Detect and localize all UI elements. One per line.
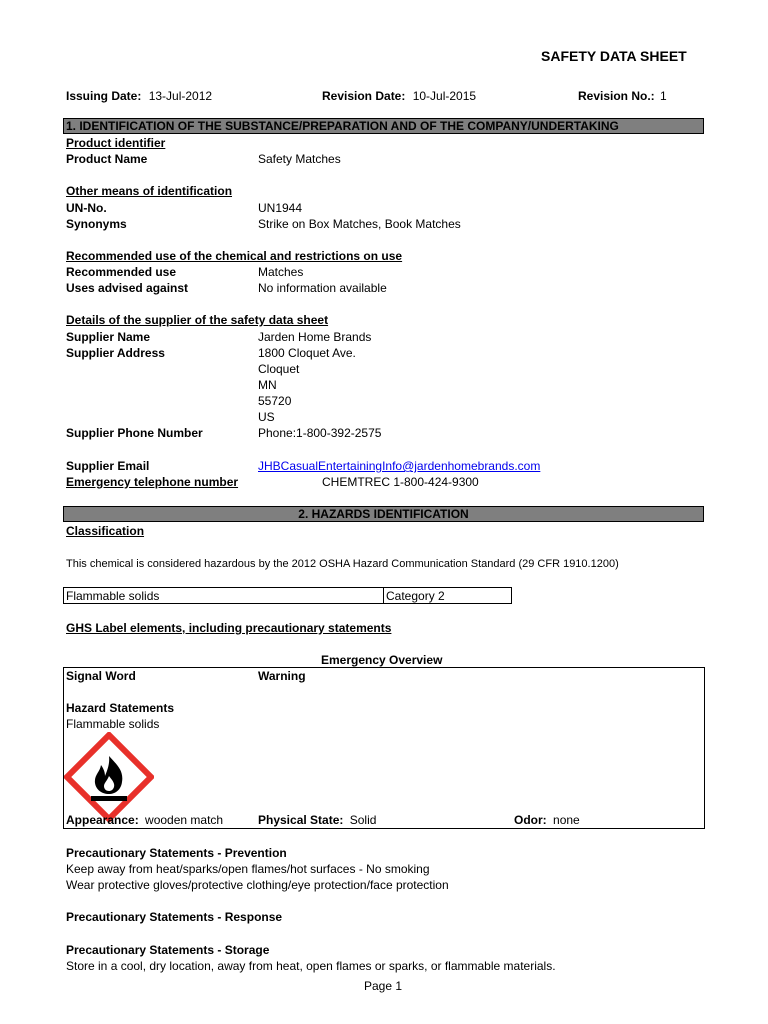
supplier-address-line-4: 55720 xyxy=(258,394,292,408)
revision-date xyxy=(322,88,476,104)
revision-date-label: Revision Date: xyxy=(322,89,406,103)
uses-advised-against-label: Uses advised against xyxy=(66,281,189,295)
section-2-title: 2. HAZARDS IDENTIFICATION xyxy=(298,507,469,521)
recommended-use-value: Matches xyxy=(258,265,304,279)
appearance xyxy=(66,812,223,828)
prevention-heading: Precautionary Statements - Prevention xyxy=(66,846,287,860)
classification-heading: Classification xyxy=(66,524,145,538)
emergency-overview-title: Emergency Overview xyxy=(321,653,443,667)
section-2-header xyxy=(63,506,704,522)
synonyms-label: Synonyms xyxy=(66,217,127,231)
supplier-name-label: Supplier Name xyxy=(66,330,151,344)
supplier-email-label: Supplier Email xyxy=(66,459,150,473)
hazard-category-cell: Category 2 xyxy=(386,589,445,603)
storage-heading: Precautionary Statements - Storage xyxy=(66,943,270,957)
odor-value: none xyxy=(553,813,580,827)
flame-pictogram-icon xyxy=(64,732,154,822)
table-divider xyxy=(383,588,384,603)
hazard-class-cell: Flammable solids xyxy=(66,589,160,603)
classification-table xyxy=(63,587,512,604)
supplier-address-line-5: US xyxy=(258,410,275,424)
revision-number xyxy=(578,88,667,104)
odor xyxy=(514,812,580,828)
issuing-date-label: Issuing Date: xyxy=(66,89,142,103)
product-name-label: Product Name xyxy=(66,152,148,166)
hazard-statements-label: Hazard Statements xyxy=(66,701,175,715)
recommended-use-label: Recommended use xyxy=(66,265,177,279)
supplier-email-link[interactable]: JHBCasualEntertainingInfo@jardenhomebrands.com xyxy=(258,459,541,473)
issuing-date-value: 13-Jul-2012 xyxy=(148,89,213,103)
synonyms-value: Strike on Box Matches, Book Matches xyxy=(258,217,461,231)
prevention-line-2: Wear protective gloves/protective clothing/eye protection/face protection xyxy=(66,878,449,892)
section-1-header xyxy=(63,118,704,134)
un-number-value: UN1944 xyxy=(258,201,303,215)
physical-state-value: Solid xyxy=(349,813,377,827)
supplier-details-heading: Details of the supplier of the safety data sheet xyxy=(66,313,329,327)
signal-word-value: Warning xyxy=(258,669,306,683)
hazard-statements-value: Flammable solids xyxy=(66,717,160,731)
emergency-overview-box xyxy=(63,667,705,829)
issuing-date xyxy=(66,88,212,104)
supplier-name-value: Jarden Home Brands xyxy=(258,330,372,344)
page-number: Page 1 xyxy=(364,979,403,993)
product-name-value: Safety Matches xyxy=(258,152,341,166)
physical-state-label: Physical State: xyxy=(258,813,344,827)
other-means-heading: Other means of identification xyxy=(66,184,233,198)
revision-number-label: Revision No.: xyxy=(578,89,655,103)
supplier-address-label: Supplier Address xyxy=(66,346,165,360)
odor-label: Odor: xyxy=(514,813,547,827)
supplier-address-line-3: MN xyxy=(258,378,277,392)
response-heading: Precautionary Statements - Response xyxy=(66,910,283,924)
document-title: SAFETY DATA SHEET xyxy=(541,48,687,64)
storage-line: Store in a cool, dry location, away from heat, open flames or sparks, or flammable materials. xyxy=(66,959,556,973)
emergency-phone-label: Emergency telephone number xyxy=(66,475,239,489)
appearance-value: wooden match xyxy=(145,813,224,827)
prevention-line-1: Keep away from heat/sparks/open flames/hot surfaces - No smoking xyxy=(66,862,430,876)
recommended-use-heading: Recommended use of the chemical and restrictions on use xyxy=(66,249,403,263)
section-1-title: 1. IDENTIFICATION OF THE SUBSTANCE/PREPARATION AND OF THE COMPANY/UNDERTAKING xyxy=(66,119,619,133)
appearance-label: Appearance: xyxy=(66,813,139,827)
osha-statement: This chemical is considered hazardous by the 2012 OSHA Hazard Communication Standard (29 CFR 1910.1200) xyxy=(66,558,619,570)
revision-date-value: 10-Jul-2015 xyxy=(412,89,477,103)
revision-number-value: 1 xyxy=(660,89,667,103)
signal-word-label: Signal Word xyxy=(66,669,136,683)
emergency-phone-value: CHEMTREC 1-800-424-9300 xyxy=(322,475,479,489)
physical-state xyxy=(258,812,376,828)
ghs-label-heading: GHS Label elements, including precautionary statements xyxy=(66,621,392,635)
un-number-label: UN-No. xyxy=(66,201,107,215)
supplier-address-line-2: Cloquet xyxy=(258,362,300,376)
supplier-phone-label: Supplier Phone Number xyxy=(66,426,203,440)
product-identifier-heading: Product identifier xyxy=(66,136,166,150)
supplier-phone-value: Phone:1-800-392-2575 xyxy=(258,426,382,440)
uses-advised-against-value: No information available xyxy=(258,281,387,295)
supplier-address-line-1: 1800 Cloquet Ave. xyxy=(258,346,356,360)
